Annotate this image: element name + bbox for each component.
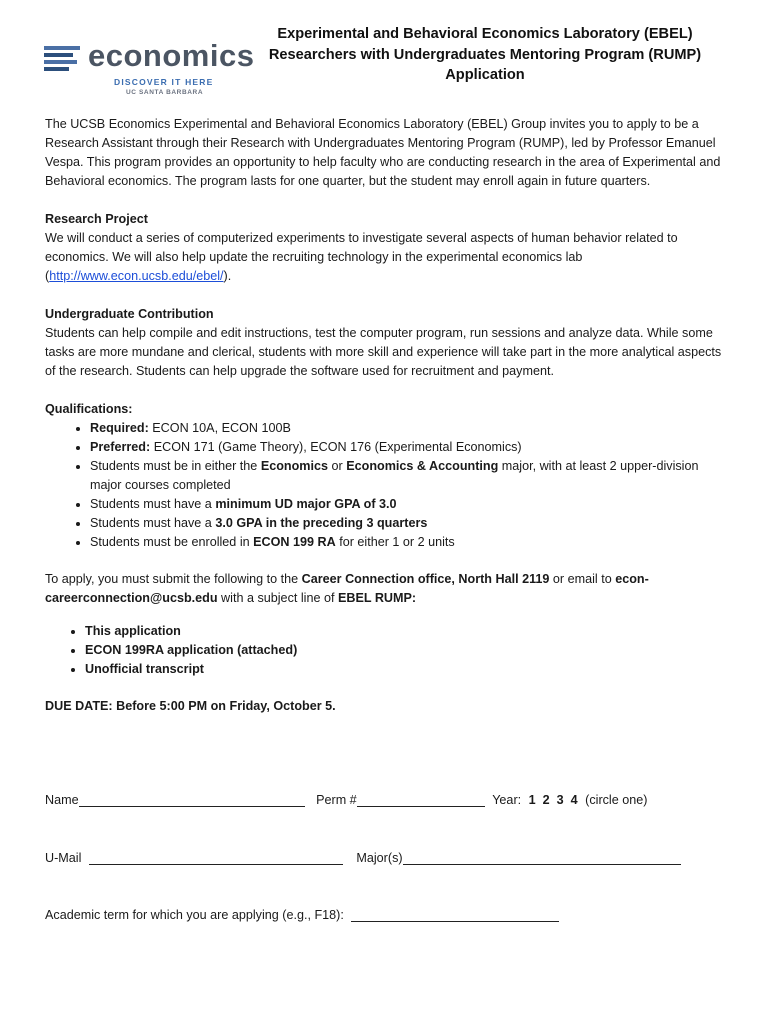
research-section bbox=[45, 210, 727, 286]
logo-subtitle: UC SANTA BARBARA bbox=[126, 89, 204, 96]
list-item: • Preferred: ECON 171 (Game Theory), ECON 176 (Experimental Economics) bbox=[90, 438, 727, 457]
list-item: • This application bbox=[85, 622, 727, 641]
name-field-row bbox=[45, 792, 647, 807]
year-hint: (circle one) bbox=[585, 793, 648, 807]
research-text: We will conduct a series of computerized experiments to investigate several aspects of human behavior related to economics. We will also help update the recruiting technology in the experimental economics lab (http://www.econ.ucsb.edu/ebel/). bbox=[45, 231, 678, 283]
contribution-text: Students can help compile and edit instructions, test the computer program, run sessions and analyze data. While some tasks are more mundane and clerical, students with more skill and experience will take part in the more analytical aspects of the research. Students can help upgrade the software used for recruitment and payment. bbox=[45, 326, 722, 378]
logo-word: economics bbox=[88, 38, 255, 73]
list-item: • Students must have a minimum UD major GPA of 3.0 bbox=[90, 495, 727, 514]
apply-instructions: To apply, you must submit the following to the Career Connection office, North Hall 2119 or email to econ-careerconnection@ucsb.edu with a subject line of EBEL RUMP: bbox=[45, 572, 649, 605]
economics-logo bbox=[44, 38, 255, 100]
qualifications-heading: Qualifications: bbox=[45, 402, 133, 416]
umail-field-row bbox=[45, 850, 681, 865]
career-email: econ-careerconnection@ucsb.edu bbox=[45, 572, 649, 605]
list-item: • Students must be enrolled in ECON 199 RA for either 1 or 2 units bbox=[90, 533, 727, 552]
list-item: • ECON 199RA application (attached) bbox=[85, 641, 727, 660]
due-date: DUE DATE: Before 5:00 PM on Friday, October 5. bbox=[45, 699, 336, 713]
umail-label: U-Mail bbox=[45, 851, 82, 865]
title-line-1: Experimental and Behavioral Economics Laboratory (EBEL) bbox=[277, 26, 693, 42]
term-blank[interactable] bbox=[351, 907, 559, 922]
major-blank[interactable] bbox=[403, 850, 681, 865]
year-label: Year: bbox=[492, 793, 522, 807]
ebel-link[interactable]: http://www.econ.ucsb.edu/ebel/ bbox=[49, 269, 224, 283]
perm-blank[interactable] bbox=[357, 792, 485, 807]
list-item: • Students must be in either the Economics or Economics & Accounting major, with at least 2 upper-division major courses completed bbox=[90, 457, 727, 495]
contribution-heading: Undergraduate Contribution bbox=[45, 307, 214, 321]
term-label: Academic term for which you are applying (e.g., F18): bbox=[45, 908, 344, 922]
term-field-row bbox=[45, 907, 559, 922]
list-item: • Unofficial transcript bbox=[85, 660, 727, 679]
document-body bbox=[45, 115, 727, 716]
list-item: • Students must have a 3.0 GPA in the preceding 3 quarters bbox=[90, 514, 727, 533]
document-title bbox=[246, 24, 724, 86]
name-blank[interactable] bbox=[79, 792, 305, 807]
title-line-3: Application bbox=[445, 67, 525, 83]
umail-blank[interactable] bbox=[89, 850, 343, 865]
logo-tagline: DISCOVER IT HERE bbox=[114, 77, 214, 87]
title-line-2: Researchers with Undergraduates Mentoring Program (RUMP) bbox=[268, 46, 702, 63]
research-heading: Research Project bbox=[45, 212, 148, 226]
logo-bars-icon bbox=[44, 46, 80, 74]
name-label: Name bbox=[45, 793, 79, 807]
list-item: • Required: ECON 10A, ECON 100B bbox=[90, 419, 727, 438]
apply-list bbox=[45, 622, 727, 679]
year-options[interactable]: 1 2 3 4 bbox=[528, 793, 578, 807]
perm-label: Perm # bbox=[316, 793, 357, 807]
contribution-section bbox=[45, 305, 727, 381]
intro-paragraph: The UCSB Economics Experimental and Behavioral Economics Laboratory (EBEL) Group invites you to apply to be a Research Assistant through their Research with Undergraduates Mentoring Program (RUMP), led by Professor Emanuel Vespa. This program provides an opportunity to help faculty who are conducting research in the area of Experimental and Behavioral economics. The program lasts for one quarter, but the student may enroll again in future quarters. bbox=[45, 117, 721, 188]
major-label: Major(s) bbox=[356, 851, 403, 865]
qualifications-list bbox=[45, 419, 727, 552]
